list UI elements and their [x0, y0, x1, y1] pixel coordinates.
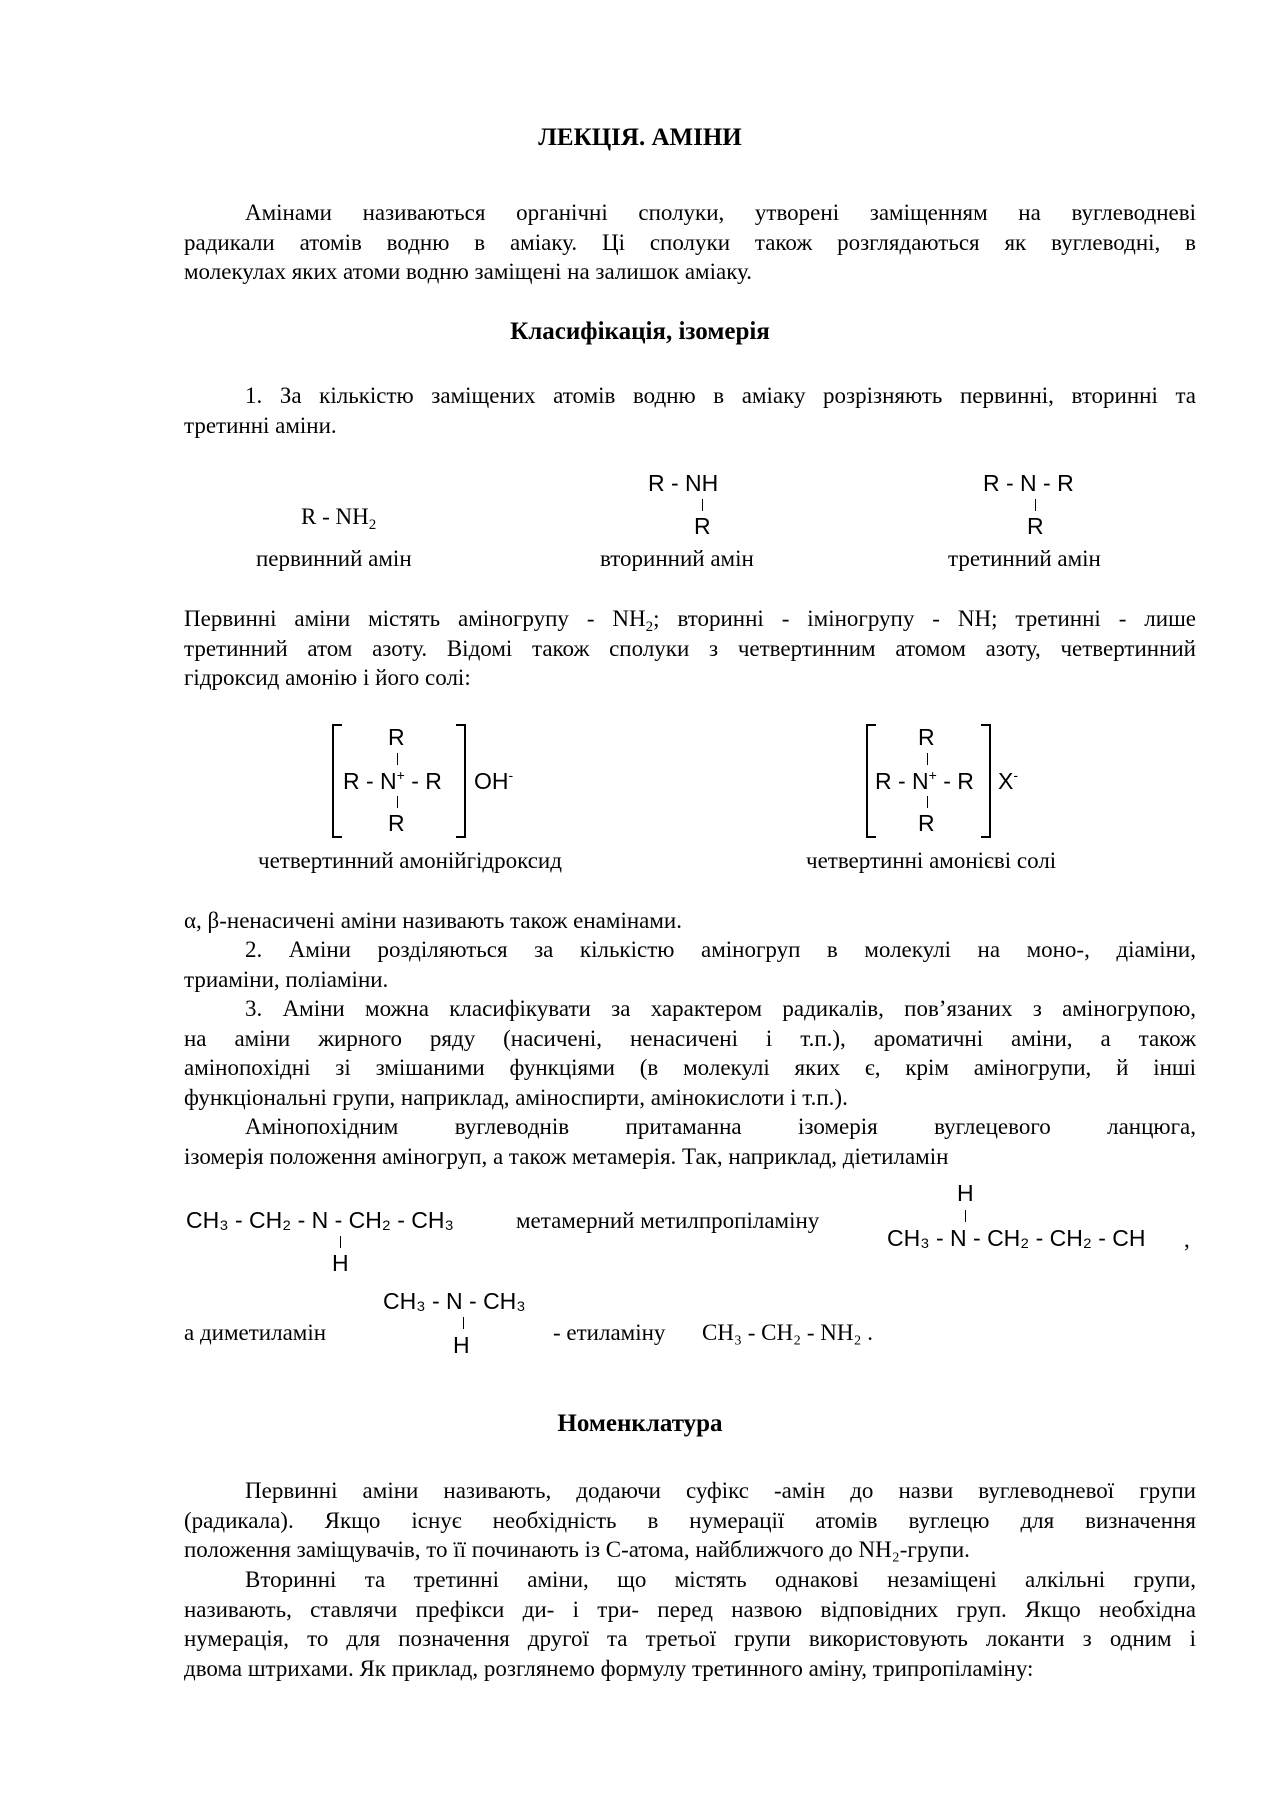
text-line: положення заміщувачів, то її починають із C-атома, найближчого до NH₂-групи. — [184, 1537, 970, 1562]
quat-hydroxide-middle: R - N+ - R — [343, 767, 442, 794]
bond-line — [1035, 499, 1036, 511]
classification-paragraph — [184, 381, 1196, 440]
text-line: функціональні групи, наприклад, аміноспирти, амінокислоти і т.п.). — [184, 1084, 848, 1110]
text-line: Амінами називаються органічні сполуки, утворені заміщенням на вуглеводневі — [245, 200, 1196, 225]
dimethylamine-formula: CH₃ - N - CH₃ — [383, 1288, 526, 1314]
text-line: Первинні аміни містять аміногрупу - $NH_2$; вторинні - іміногрупу - NH; третинні - лише — [184, 606, 1196, 635]
page-title: ЛЕКЦІЯ. АМІНИ — [538, 124, 742, 151]
bond-line — [397, 796, 398, 808]
tertiary-amine-formula-top: R - N - R — [983, 470, 1074, 496]
text-line: Вторинні та третинні аміни, що містять однакові незаміщені алкільні групи, — [245, 1567, 1196, 1592]
text-line: називають, ставлячи префікси ди- і три- перед назвою відповідних груп. Якщо необхідна — [184, 1596, 1196, 1622]
bond-line — [340, 1236, 341, 1248]
text-line: ізомерія положення аміногруп, а також метамерія. Так, наприклад, діетиламін — [184, 1143, 949, 1169]
text-line: Первинні аміни називають, додаючи суфікс -амін до назви вуглеводневої групи — [245, 1478, 1196, 1503]
quat-salt-middle: R - N+ - R — [875, 767, 974, 794]
dimethylamine-text: а диметиламін — [184, 1320, 327, 1345]
quat-hydroxide-r-bottom: R — [388, 810, 405, 836]
ethylamine-text: - етиламіну — [553, 1320, 666, 1345]
anion-x: X- — [998, 767, 1019, 794]
enamines-line: α, β-ненасичені аміни називають також енамінами. — [184, 908, 682, 933]
bond-line — [927, 753, 928, 765]
text-line: Амінопохідним вуглеводнів притаманна ізомерія вуглецевого ланцюга, — [245, 1114, 1196, 1139]
secondary-amine-label: вторинний амін — [600, 546, 754, 571]
bond-line — [463, 1317, 464, 1329]
primary-amine-label: первинний амін — [256, 546, 412, 571]
isomerism-paragraph — [184, 1112, 1196, 1171]
text-line: триаміни, поліаміни. — [184, 966, 389, 992]
nomenclature-paragraph-1 — [184, 1476, 1196, 1565]
section-heading-classification: Класифікація, ізомерія — [510, 318, 770, 345]
hydroxide-ion: OH- — [474, 767, 514, 794]
text-line: 3. Аміни можна класифікувати за характером радикалів, пов’язаних з аміногрупою, — [245, 996, 1196, 1021]
tertiary-amine-formula-bottom: R — [1027, 513, 1044, 539]
methylpropylamine-h: H — [957, 1180, 974, 1206]
text-line: молекулах яких атоми водню заміщені на залишок аміаку. — [184, 259, 752, 284]
comma: , — [1184, 1227, 1190, 1252]
text-line: 2. Аміни розділяються за кількістю аміногруп в молекулі на моно-, діаміни, — [245, 937, 1196, 962]
quat-hydroxide-label: четвертинний амонійгідроксид — [258, 848, 562, 873]
bond-line — [965, 1210, 966, 1222]
text-line: нумерація, то для позначення другої та третьої групи використовують локанти з одним і — [184, 1626, 1196, 1651]
intro-paragraph — [184, 198, 1196, 287]
classification-point-2 — [184, 935, 1196, 994]
diethylamine-h: H — [332, 1250, 349, 1276]
bond-line — [397, 753, 398, 765]
text-line: на аміни жирного ряду (насичені, ненасичені і т.п.), ароматичні аміни, а також — [184, 1025, 1196, 1051]
primary-amine-formula: R - $NH_2$ — [301, 504, 377, 533]
quat-salt-r-bottom: R — [918, 810, 935, 836]
text-line: радикали атомів водню в аміаку. Ці сполуки також розглядаються як вуглеводні, в — [184, 229, 1196, 255]
secondary-amine-formula-top: R - NH — [648, 470, 719, 496]
metamer-text: метамерний метилпропіламіну — [516, 1208, 820, 1233]
text-line: третинний атом азоту. Відомі також сполуки з четвертинним атомом азоту, четвертинний — [184, 635, 1196, 661]
text-line: (радикала). Якщо існує необхідність в нумерації атомів вуглецю для визначення — [184, 1507, 1196, 1533]
methylpropylamine-formula: CH₃ - N - CH₂ - CH₂ - CH — [887, 1225, 1146, 1251]
tertiary-amine-label: третинний амін — [948, 546, 1101, 571]
text-line: гідроксид амонію і його солі: — [184, 665, 471, 690]
text-line: третинні аміни. — [184, 412, 337, 438]
text-line: двома штрихами. Як приклад, розглянемо формулу третинного аміну, трипропіламіну: — [184, 1655, 1034, 1681]
classification-point-3 — [184, 994, 1196, 1112]
text-line: 1. За кількістю заміщених атомів водню в аміаку розрізняють первинні, вторинні та — [245, 383, 1196, 408]
right-bracket — [456, 724, 466, 838]
dimethylamine-h: H — [453, 1332, 470, 1358]
amine-groups-paragraph — [184, 604, 1196, 693]
bond-line — [702, 499, 703, 511]
section-heading-nomenclature: Номенклатура — [557, 1410, 723, 1437]
text-line: амінопохідні зі змішаними функціями (в молекулі яких є, крім аміногрупи, й інші — [184, 1055, 1196, 1080]
right-bracket — [981, 724, 991, 838]
quat-hydroxide-r-top: R — [388, 724, 405, 750]
quat-salts-label: четвертинні амонієві солі — [806, 848, 1057, 873]
secondary-amine-formula-bottom: R — [694, 513, 711, 539]
diethylamine-formula: CH₃ - CH₂ - N - CH₂ - CH₃ — [186, 1207, 454, 1233]
left-bracket — [332, 724, 342, 838]
nomenclature-paragraph-2 — [184, 1565, 1196, 1683]
ethylamine-formula: CH₃ - CH₂ - NH₂ . — [702, 1320, 873, 1345]
bond-line — [927, 796, 928, 808]
quat-salt-r-top: R — [918, 724, 935, 750]
